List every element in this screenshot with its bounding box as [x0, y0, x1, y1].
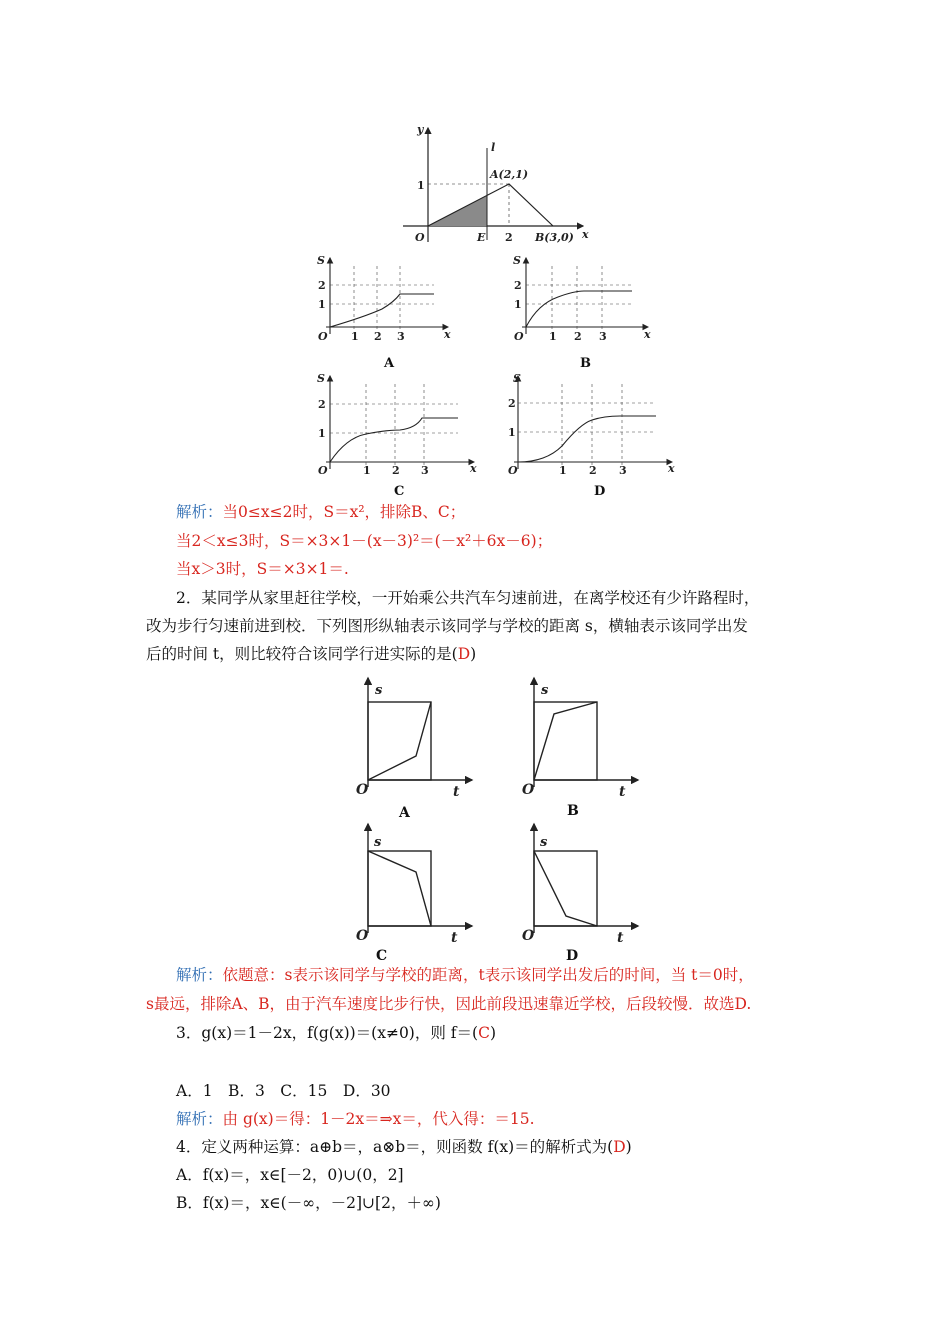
x-axis-label: x: [470, 462, 477, 475]
graph-caption: A: [384, 356, 395, 371]
graph-caption: C: [376, 948, 388, 964]
s-axis-label: S: [317, 254, 325, 267]
s-axis-label: s: [541, 683, 549, 698]
point-b-label: B(3,0): [535, 231, 574, 244]
answer: D: [613, 1138, 626, 1156]
area-graph-d: [508, 370, 678, 498]
solution-1-line-3: 当x＞3时，S＝×3×1＝.: [176, 560, 349, 578]
question-4: [176, 1136, 632, 1158]
s-axis-label: S: [513, 372, 521, 385]
close-paren: ): [625, 1138, 632, 1156]
origin-label: O: [522, 928, 535, 944]
x-tick-2: 2: [374, 330, 382, 343]
origin-label: O: [514, 330, 524, 343]
close-paren: ): [470, 645, 477, 663]
solution-3: [176, 1108, 535, 1130]
question-2-line-2: 改为步行匀速前进到校．下列图形纵轴表示该同学与学校的距离 s，横轴表示该同学出发: [146, 617, 748, 635]
solution-2-line-2: s最远，排除A、B，由于汽车速度比步行快，因此前段迅速靠近学校，后段较慢．故选D.: [146, 995, 752, 1013]
solution-1-line-1: [176, 501, 465, 523]
triangle-figure: [395, 120, 595, 250]
origin-label: O: [415, 231, 425, 244]
origin-label: O: [356, 928, 369, 944]
t-axis-label: t: [617, 930, 624, 946]
x-tick-2: 2: [392, 464, 400, 477]
y-tick-2: 2: [318, 398, 326, 411]
distance-graph-a: [350, 672, 480, 822]
x-axis-label: x: [668, 462, 675, 475]
origin-label: O: [318, 330, 328, 343]
graph-caption: B: [567, 803, 579, 819]
s-axis-label: s: [540, 835, 548, 850]
close-paren: ): [489, 1024, 497, 1042]
x-tick-1: 1: [549, 330, 557, 343]
x-tick-3: 3: [421, 464, 429, 477]
x-tick-2: 2: [505, 231, 513, 244]
graph-caption: D: [594, 484, 606, 498]
y-tick-1: 1: [508, 426, 516, 439]
line-l-label: l: [491, 141, 496, 154]
y-tick-1: 1: [318, 298, 326, 311]
x-tick-3: 3: [599, 330, 607, 343]
answer: C: [478, 1024, 490, 1042]
x-tick-3: 3: [397, 330, 405, 343]
question-2-line-3: [146, 643, 476, 665]
x-axis-label: x: [644, 328, 651, 341]
question-4-option-b: B．f(x)＝，x∈(－∞，－2]∪[2，＋∞): [176, 1194, 441, 1212]
solution-text: 当0≤x≤2时，S＝x²，排除B、C；: [222, 503, 466, 521]
x-tick-3: 3: [619, 464, 627, 477]
distance-graph-c: [350, 820, 480, 968]
t-axis-label: t: [619, 784, 626, 800]
answer: D: [457, 645, 471, 663]
graph-caption: B: [580, 356, 591, 371]
question-3: [176, 1022, 496, 1044]
origin-label: O: [508, 464, 518, 477]
area-graph-c: [312, 370, 482, 498]
question-stem: 后的时间 t，则比较符合该同学行进实际的是(: [146, 645, 458, 663]
area-graph-a: [312, 252, 462, 372]
question-3-options: A．1 B．3 C．15 D．30: [176, 1082, 391, 1100]
solution-prefix: 解析：: [176, 503, 223, 521]
s-axis-label: S: [317, 372, 325, 385]
origin-label: O: [522, 782, 535, 798]
point-a-label: A(2,1): [490, 168, 529, 181]
distance-graph-b: [516, 672, 646, 822]
y-tick-2: 2: [318, 279, 326, 292]
solution-prefix: 解析：: [176, 1110, 223, 1128]
question-stem: 4．定义两种运算：a⊕b＝，a⊗b＝，则函数 f(x)＝的解析式为(: [176, 1138, 614, 1156]
y-tick-1: 1: [514, 298, 522, 311]
y-axis-label: y: [417, 123, 424, 136]
x-axis-label: x: [444, 328, 451, 341]
point-e-label: E: [477, 231, 486, 244]
origin-label: O: [318, 464, 328, 477]
y-tick-1: 1: [417, 179, 425, 192]
x-tick-1: 1: [363, 464, 371, 477]
solution-text: 依题意：s表示该同学与学校的距离，t表示该同学出发后的时间，当 t＝0时，: [222, 966, 754, 984]
y-tick-1: 1: [318, 427, 326, 440]
graph-caption: D: [566, 948, 579, 964]
distance-graph-d: [516, 820, 646, 968]
graph-caption: A: [399, 805, 410, 821]
question-4-option-a: A．f(x)＝，x∈[－2，0)∪(0，2]: [176, 1166, 404, 1184]
s-axis-label: S: [513, 254, 521, 267]
x-tick-2: 2: [589, 464, 597, 477]
question-2-line-1: 2．某同学从家里赶往学校，一开始乘公共汽车匀速前进，在离学校还有少许路程时，: [176, 589, 760, 607]
y-tick-2: 2: [514, 279, 522, 292]
t-axis-label: t: [453, 784, 460, 800]
x-tick-1: 1: [351, 330, 359, 343]
y-tick-2: 2: [508, 397, 516, 410]
x-axis-label: x: [582, 228, 589, 241]
question-stem: 3．g(x)＝1－2x，f(g(x))＝(x≠0)，则 f＝(: [176, 1024, 479, 1042]
s-axis-label: s: [374, 835, 382, 850]
x-tick-1: 1: [559, 464, 567, 477]
origin-label: O: [356, 782, 369, 798]
graph-caption: C: [394, 484, 405, 498]
t-axis-label: t: [451, 930, 458, 946]
solution-text: 由 g(x)＝得：1－2x＝⇒x＝，代入得：＝15.: [222, 1110, 535, 1128]
x-tick-2: 2: [574, 330, 582, 343]
solution-prefix: 解析：: [176, 966, 223, 984]
s-axis-label: s: [375, 683, 383, 698]
solution-1-line-2: 当2＜x≤3时，S＝×3×1－(x－3)²＝(－x²＋6x－6)；: [176, 532, 553, 550]
area-graph-b: [508, 252, 658, 372]
solution-2-line-1: [176, 964, 754, 986]
